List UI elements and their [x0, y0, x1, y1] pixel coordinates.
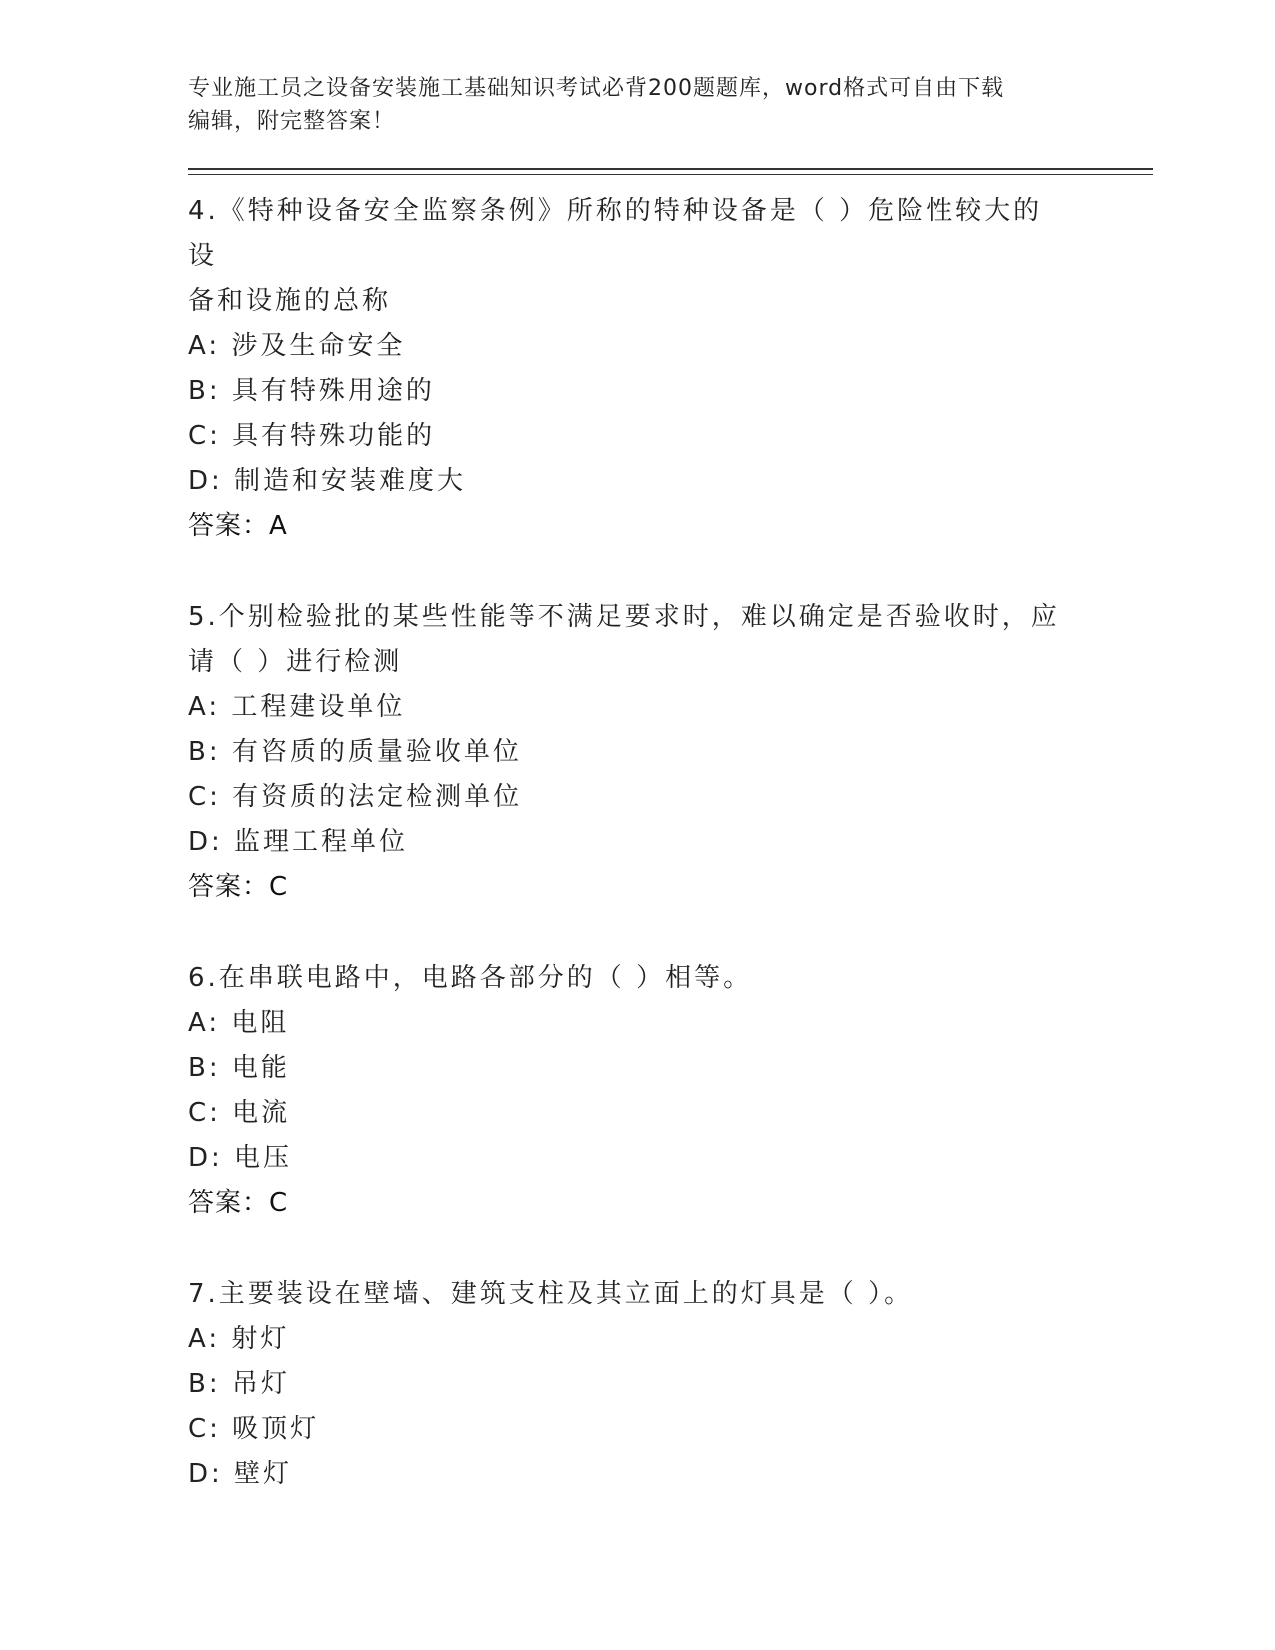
question-text-line-1: 6.在串联电路中，电路各部分的（ ）相等。	[188, 963, 753, 993]
question-5	[188, 595, 1153, 910]
option-a: A: 工程建设单位	[188, 692, 406, 722]
document-page	[188, 72, 1153, 1543]
question-text-line-2: 请（ ）进行检测	[188, 647, 403, 677]
option-b: B: 电能	[188, 1053, 290, 1083]
option-b: B: 具有特殊用途的	[188, 376, 435, 406]
question-7	[188, 1272, 1153, 1497]
option-d: D: 电压	[188, 1143, 293, 1173]
option-c: C: 吸顶灯	[188, 1414, 320, 1444]
option-c: C: 有资质的法定检测单位	[188, 782, 523, 812]
question-text	[188, 956, 1068, 1001]
question-text	[188, 1272, 1068, 1317]
option-a: A: 电阻	[188, 1008, 290, 1038]
question-text-line-2: 备和设施的总称	[188, 286, 392, 316]
question-4	[188, 189, 1153, 549]
document-header	[188, 72, 1068, 138]
answer: 答案：A	[188, 511, 288, 541]
question-text	[188, 189, 1068, 324]
option-c: C: 电流	[188, 1098, 291, 1128]
option-d: D: 壁灯	[188, 1459, 293, 1489]
question-text	[188, 595, 1068, 685]
question-list	[188, 189, 1153, 1497]
option-a: A: 射灯	[188, 1324, 290, 1354]
question-text-line-1: 7.主要装设在壁墙、建筑支柱及其立面上的灯具是（ ）。	[188, 1279, 914, 1309]
question-6	[188, 956, 1153, 1226]
option-d: D: 制造和安装难度大	[188, 466, 467, 496]
answer: 答案：C	[188, 1188, 289, 1218]
header-divider	[188, 168, 1153, 175]
question-text-line-1: 5.个别检验批的某些性能等不满足要求时，难以确定是否验收时，应	[188, 602, 1060, 632]
option-a: A: 涉及生命安全	[188, 331, 406, 361]
header-line-1: 专业施工员之设备安装施工基础知识考试必背200题题库，word格式可自由下载	[188, 76, 1005, 101]
option-c: C: 具有特殊功能的	[188, 421, 436, 451]
question-text-line-1: 4.《特种设备安全监察条例》所称的特种设备是（ ）危险性较大的设	[188, 196, 1043, 271]
option-b: B: 吊灯	[188, 1369, 290, 1399]
header-line-2: 编辑，附完整答案！	[188, 109, 396, 134]
option-b: B: 有咨质的质量验收单位	[188, 737, 522, 767]
answer: 答案：C	[188, 872, 289, 902]
option-d: D: 监理工程单位	[188, 827, 409, 857]
